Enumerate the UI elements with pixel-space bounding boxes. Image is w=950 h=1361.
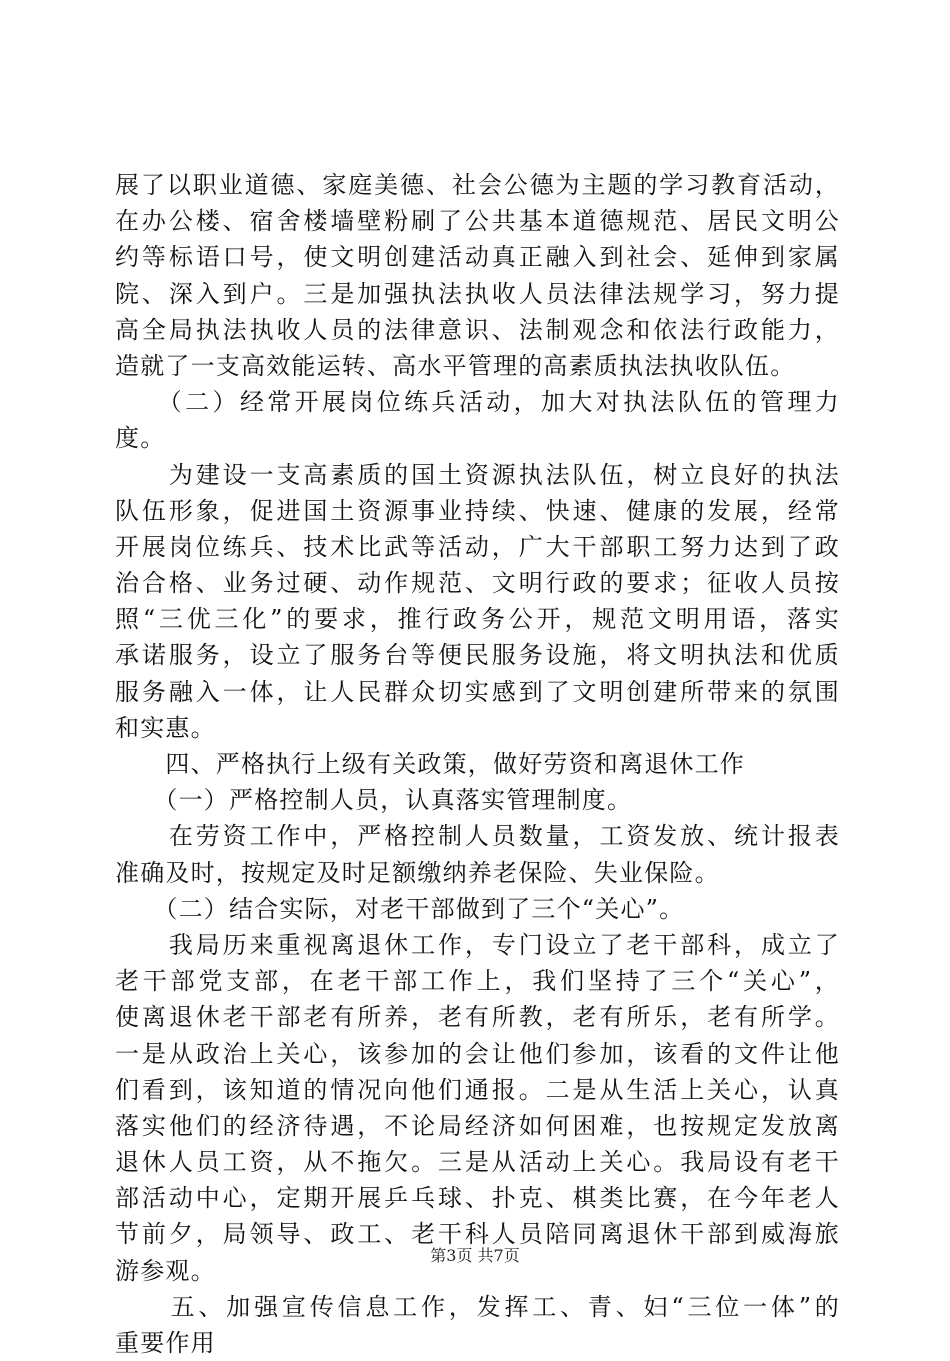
text-line: 游参观。 — [115, 1256, 216, 1285]
section-heading: 四、严格执行上级有关政策，做好劳资和离退休工作 — [115, 750, 745, 778]
text-line: 高全局执法执收人员的法律意识、法制观念和依法行政能力， — [115, 315, 840, 344]
text-line: 在劳资工作中，严格控制人员数量，工资发放、统计报表 — [115, 822, 840, 851]
text-line: 开展岗位练兵、技术比武等活动，广大干部职工努力达到了政 — [115, 532, 840, 561]
text-line: 我局历来重视离退休工作，专门设立了老干部科，成立了 — [115, 930, 840, 959]
text-line: 在办公楼、宿舍楼墙壁粉刷了公共基本道德规范、居民文明公 — [115, 207, 840, 236]
text-line: 节前夕，局领导、政工、老干科人员陪同离退休干部到威海旅 — [115, 1220, 840, 1249]
text-line: 承诺服务，设立了服务台等便民服务设施，将文明执法和优质 — [115, 641, 840, 670]
text-line: 造就了一支高效能运转、高水平管理的高素质执法执收队伍。 — [115, 351, 796, 380]
text-line: 照“三优三化”的要求，推行政务公开，规范文明用语，落实 — [115, 605, 840, 634]
text-line: 为建设一支高素质的国土资源执法队伍，树立良好的执法 — [115, 460, 840, 489]
text-line: 和实惠。 — [115, 713, 216, 742]
text-line: 展了以职业道德、家庭美德、社会公德为主题的学习教育活动， — [115, 171, 840, 199]
text-line: 部活动中心，定期开展乒乓球、扑克、棋类比赛，在今年老人 — [115, 1184, 840, 1213]
section-heading-cont: 重要作用 — [115, 1329, 216, 1357]
text-line: 队伍形象，促进国土资源事业持续、快速、健康的发展，经常 — [115, 496, 840, 525]
text-line: 治合格、业务过硬、动作规范、文明行政的要求；征收人员按 — [115, 569, 840, 598]
text-line: 落实他们的经济待遇，不论局经济如何困难，也按规定发放离 — [115, 1111, 840, 1140]
body-text — [115, 167, 840, 1361]
text-line: 准确及时，按规定及时足额缴纳养老保险、失业保险。 — [115, 858, 720, 887]
text-line: 退休人员工资，从不拖欠。三是从活动上关心。我局设有老干 — [115, 1148, 840, 1177]
page-footer — [0, 1245, 950, 1267]
page-number: 第3页 共7页 — [430, 1246, 520, 1265]
subsection-heading: （一）严格控制人员，认真落实管理制度。 — [115, 786, 633, 815]
subsection-heading: （二）结合实际，对老干部做到了三个“关心”。 — [115, 894, 685, 923]
text-line: 老干部党支部，在老干部工作上，我们坚持了三个“关心”， — [115, 967, 840, 996]
text-line: 使离退休老干部老有所养，老有所教，老有所乐，老有所学。 — [115, 1003, 840, 1032]
section-heading: （二）经常开展岗位练兵活动，加大对执法队伍的管理力 — [115, 388, 840, 417]
text-line: 们看到，该知道的情况向他们通报。二是从生活上关心，认真 — [115, 1075, 840, 1104]
text-line: 服务融入一体，让人民群众切实感到了文明创建所带来的氛围 — [115, 677, 840, 706]
text-line: 一是从政治上关心，该参加的会让他们参加，该看的文件让他 — [115, 1039, 840, 1068]
section-heading: 五、加强宣传信息工作，发挥工、青、妇“三位一体”的 — [115, 1292, 840, 1321]
text-line: 院、深入到户。三是加强执法执收人员法律法规学习，努力提 — [115, 279, 840, 308]
text-line: 约等标语口号，使文明创建活动真正融入到社会、延伸到家属 — [115, 243, 840, 272]
section-heading-cont: 度。 — [115, 424, 166, 453]
